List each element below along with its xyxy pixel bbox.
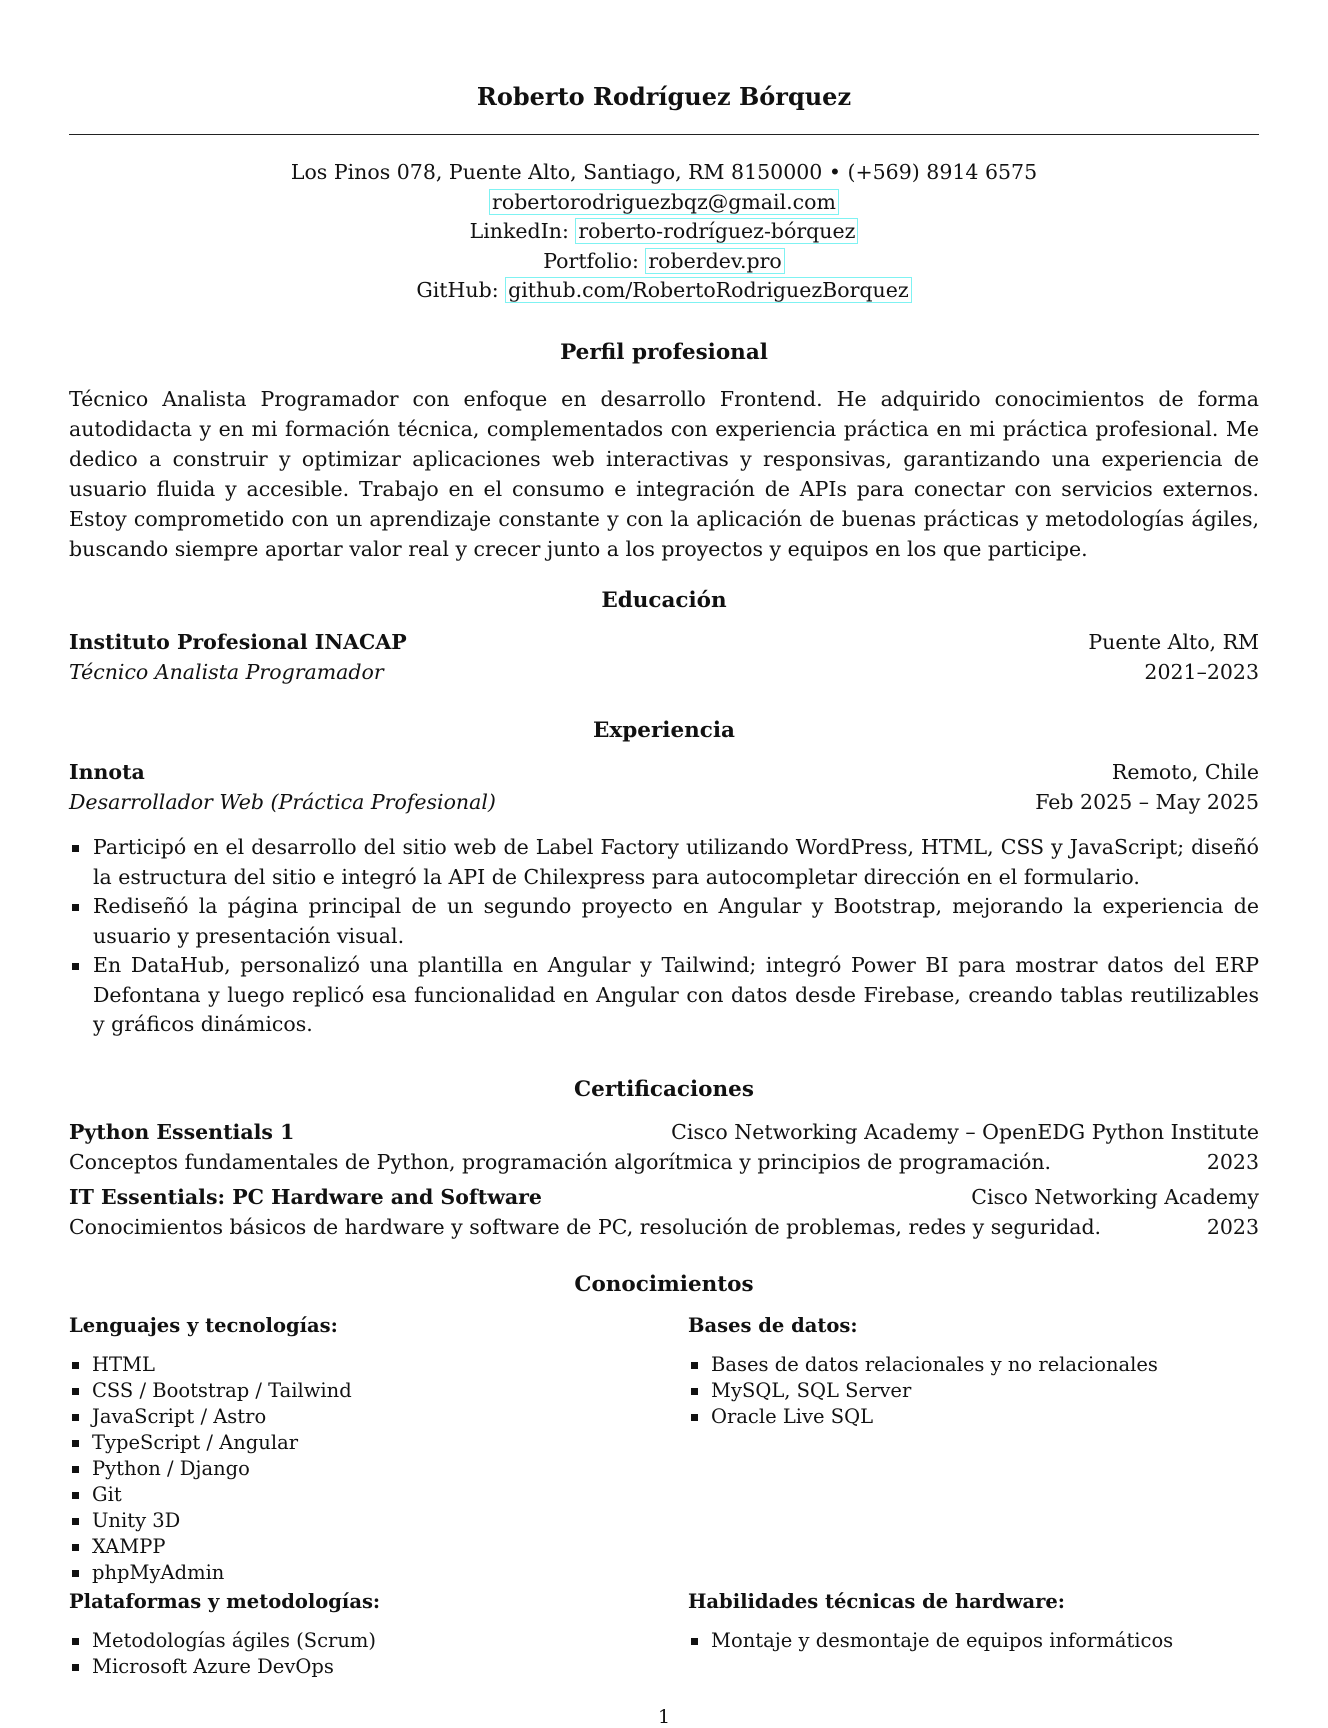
cert-year: 2023	[1206, 1150, 1259, 1174]
skills-heading: Habilidades técnicas de hardware:	[688, 1590, 1065, 1613]
resume-page	[69, 0, 1259, 1728]
education-location: Puente Alto, RM	[1088, 630, 1259, 654]
list-item: MySQL, SQL Server	[688, 1378, 1248, 1404]
skills-list	[688, 1352, 1248, 1430]
portfolio-link[interactable]: roberdev.pro	[645, 248, 784, 274]
skills-databases	[688, 1312, 1248, 1430]
portfolio-label: Portfolio:	[543, 248, 646, 273]
section-title-certifications: Certificaciones	[574, 1077, 754, 1102]
cert-issuer: Cisco Networking Academy – OpenEDG Python Institute	[671, 1120, 1259, 1144]
list-item: En DataHub, personalizó una plantilla en Angular y Tailwind; integró Power BI para mostrar datos del ERP Defontana y luego replicó esa funcionalidad en Angular con datos desde Firebase, creando tablas reutilizables y gráficos dinámicos.	[69, 951, 1259, 1040]
header-divider	[69, 134, 1259, 135]
skills-heading: Lenguajes y tecnologías:	[69, 1314, 338, 1337]
education-institution: Instituto Profesional INACAP	[69, 630, 407, 654]
skills-list	[69, 1352, 629, 1586]
skills-heading: Bases de datos:	[688, 1314, 858, 1337]
experience-location: Remoto, Chile	[1111, 760, 1259, 784]
cert-name: Python Essentials 1	[69, 1120, 295, 1144]
contact-block	[69, 158, 1259, 306]
list-item: phpMyAdmin	[69, 1560, 629, 1586]
experience-bullets	[69, 833, 1259, 1040]
cert-desc: Conocimientos básicos de hardware y software de PC, resolución de problemas, redes y seguridad.	[69, 1215, 1102, 1239]
list-item: Bases de datos relacionales y no relacionales	[688, 1352, 1248, 1378]
skills-platforms	[69, 1588, 629, 1680]
linkedin-label: LinkedIn:	[469, 219, 576, 243]
education-degree: Técnico Analista Programador	[69, 660, 384, 684]
cert-row	[69, 1120, 1259, 1150]
bullet-icon	[72, 1440, 79, 1447]
list-item: Git	[69, 1482, 629, 1508]
bullet-icon	[691, 1388, 698, 1395]
address-phone: Los Pinos 078, Puente Alto, Santiago, RM 8150000 • (+569) 8914 6575	[290, 160, 1038, 184]
list-item: Oracle Live SQL	[688, 1404, 1248, 1430]
skills-list	[688, 1628, 1248, 1654]
section-title-skills: Conocimientos	[574, 1272, 754, 1297]
cert-detail-row	[69, 1150, 1259, 1180]
bullet-icon	[72, 1388, 79, 1395]
github-link[interactable]: github.com/RobertoRodriguezBorquez	[505, 277, 912, 303]
bullet-icon	[72, 963, 79, 970]
skills-list	[69, 1628, 629, 1680]
list-item: Participó en el desarrollo del sitio web de Label Factory utilizando WordPress, HTML, CSS y JavaScript; diseñó la estructura del sitio e integró la API de Chilexpress para autocompletar dirección en el formulario.	[69, 833, 1259, 892]
list-item: Python / Django	[69, 1456, 629, 1482]
list-item: Microsoft Azure DevOps	[69, 1654, 629, 1680]
section-title-education: Educación	[601, 588, 727, 613]
experience-role: Desarrollador Web (Práctica Profesional)	[69, 790, 496, 814]
skills-languages	[69, 1312, 629, 1586]
list-item: Rediseñó la página principal de un segundo proyecto en Angular y Bootstrap, mejorando la experiencia de usuario y presentación visual.	[69, 892, 1259, 951]
bullet-icon	[691, 1414, 698, 1421]
experience-row	[69, 760, 1259, 790]
list-item: Metodologías ágiles (Scrum)	[69, 1628, 629, 1654]
bullet-icon	[72, 845, 79, 852]
bullet-icon	[72, 1362, 79, 1369]
bullet-icon	[691, 1362, 698, 1369]
bullet-icon	[72, 1492, 79, 1499]
bullet-icon	[72, 1570, 79, 1577]
bullet-icon	[72, 1664, 79, 1671]
education-row	[69, 630, 1259, 660]
education-detail-row	[69, 660, 1259, 690]
page-number: 1	[657, 1706, 671, 1728]
experience-company: Innota	[69, 760, 145, 784]
list-item: Unity 3D	[69, 1508, 629, 1534]
section-title-profile: Perfil profesional	[560, 340, 768, 365]
bullet-icon	[72, 1638, 79, 1645]
cert-desc: Conceptos fundamentales de Python, programación algorítmica y principios de programación.	[69, 1150, 1052, 1174]
list-item: JavaScript / Astro	[69, 1404, 629, 1430]
cert-name: IT Essentials: PC Hardware and Software	[69, 1185, 542, 1209]
section-title-experience: Experiencia	[593, 718, 735, 743]
list-item: Montaje y desmontaje de equipos informáticos	[688, 1628, 1248, 1654]
experience-detail-row	[69, 790, 1259, 820]
list-item: TypeScript / Angular	[69, 1430, 629, 1456]
candidate-name: Roberto Rodríguez Bórquez	[476, 82, 852, 111]
cert-row	[69, 1185, 1259, 1215]
list-item: XAMPP	[69, 1534, 629, 1560]
cert-issuer: Cisco Networking Academy	[971, 1185, 1259, 1209]
bullet-icon	[691, 1638, 698, 1645]
bullet-icon	[72, 1466, 79, 1473]
list-item: CSS / Bootstrap / Tailwind	[69, 1378, 629, 1404]
bullet-icon	[72, 1544, 79, 1551]
education-dates: 2021–2023	[1144, 660, 1259, 684]
bullet-icon	[72, 1518, 79, 1525]
linkedin-link[interactable]: roberto-rodríguez-bórquez	[575, 218, 858, 244]
email-link[interactable]: robertorodriguezbqz@gmail.com	[489, 189, 839, 215]
bullet-icon	[72, 1414, 79, 1421]
skills-hardware	[688, 1588, 1248, 1654]
list-item: HTML	[69, 1352, 629, 1378]
bullet-icon	[72, 904, 79, 911]
skills-heading: Plataformas y metodologías:	[69, 1590, 381, 1613]
experience-dates: Feb 2025 – May 2025	[1035, 790, 1259, 814]
profile-text: Técnico Analista Programador con enfoque en desarrollo Frontend. He adquirido conocimientos de forma autodidacta y en mi formación técnica, complementados con experiencia práctica en mi práctica profesional. Me dedico a construir y optimizar aplicaciones web interactivas y responsivas, garantizando una experiencia de usuario fluida y accesible. Trabajo en el consumo e integración de APIs para conectar con servicios externos. Estoy comprometido con un aprendizaje constante y con la aplicación de buenas prácticas y metodologías ágiles, buscando siempre aportar valor real y crecer junto a los proyectos y equipos en los que participe.	[69, 387, 1259, 561]
github-label: GitHub:	[416, 278, 506, 302]
cert-year: 2023	[1206, 1215, 1259, 1239]
cert-detail-row	[69, 1215, 1259, 1245]
